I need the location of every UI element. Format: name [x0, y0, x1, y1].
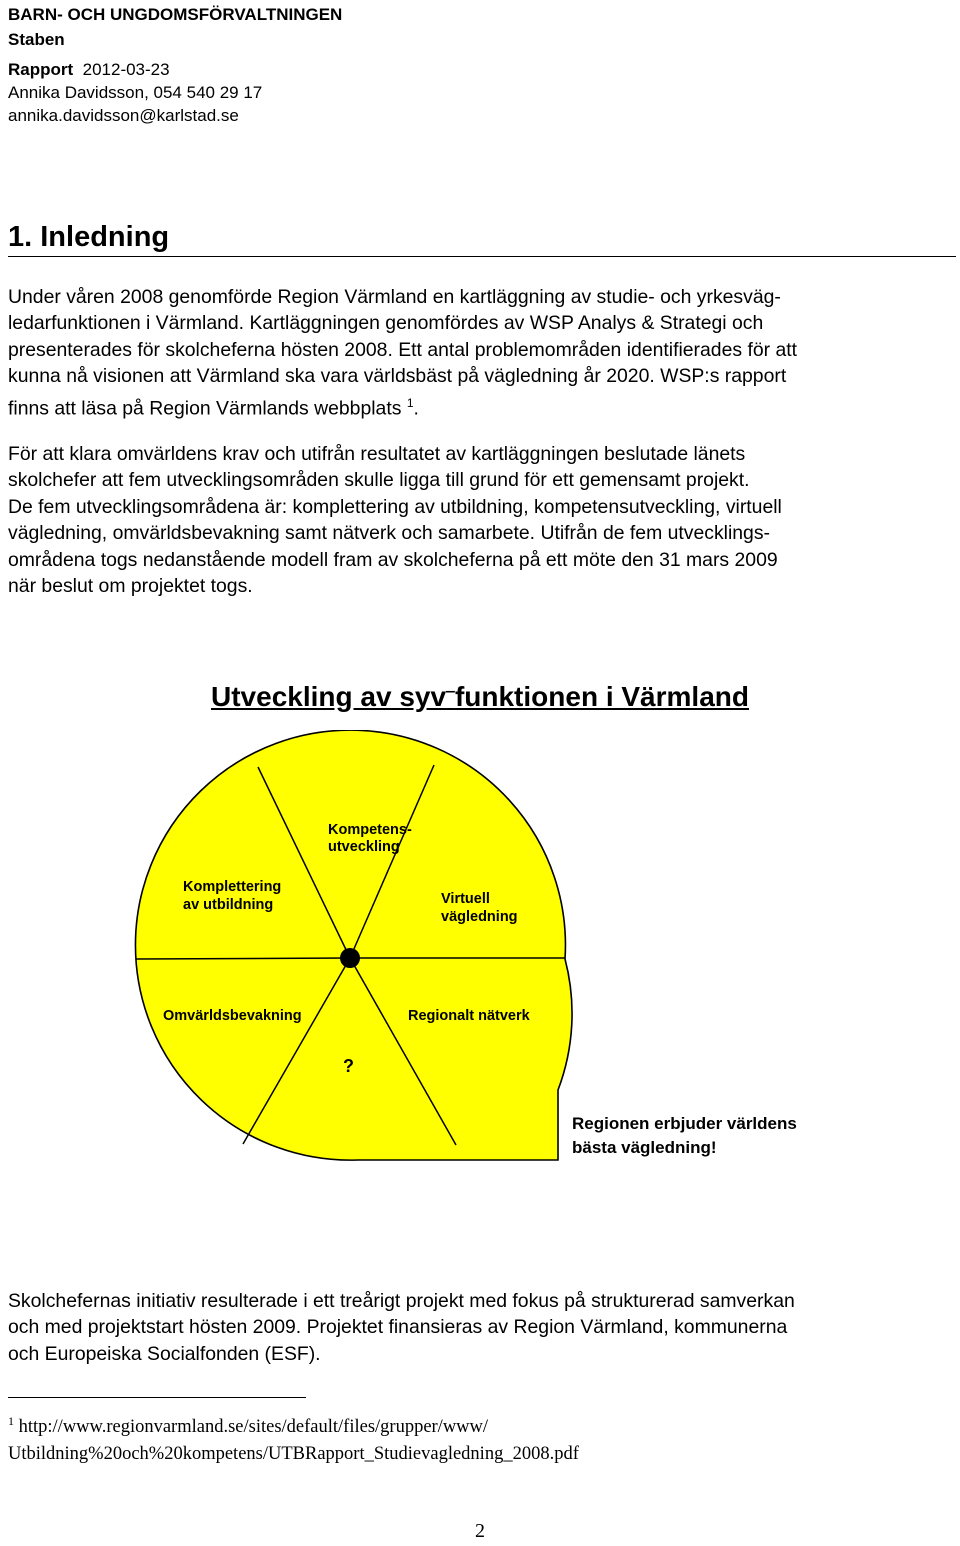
paragraph-line: när beslut om projektet togs.: [8, 575, 253, 598]
segment-label-virtuell: vägledning: [441, 909, 518, 925]
paragraph-line: De fem utvecklingsområdena är: komplettering av utbildning, kompetensutveckling, virtuell: [8, 495, 782, 518]
paragraph-line-text: finns att läsa på Region Värmlands webbplats: [8, 397, 402, 420]
paragraph-line: För att klara omvärldens krav och utifrån resultatet av kartläggningen beslutade länets: [8, 443, 746, 465]
paragraph-line: Under våren 2008 genomförde Region Värmland en kartläggning av studie- och yrkesväg-: [8, 286, 781, 308]
paragraph-line: Skolchefernas initiativ resulterade i ett treårigt projekt med fokus på strukturerad samverkan: [8, 1290, 795, 1312]
sentence-end: .: [413, 397, 419, 420]
segment-label-kompetens: Kompetens-: [328, 822, 412, 838]
footnote-reference[interactable]: 1: [406, 395, 414, 410]
segment-label-unknown: ?: [343, 1056, 354, 1076]
diagram-title: Utveckling av syv‒funktionen i Värmland: [211, 681, 749, 712]
segment-label-omvarld: Omvärldsbevakning: [163, 1008, 302, 1024]
paragraph-line: skolchefer att fem utvecklingsområden skulle ligga till grund för ett gemensamt projekt.: [8, 469, 750, 492]
diagram-title-part2: funktionen i Värmland: [454, 681, 749, 712]
result-line: bästa vägledning!: [572, 1138, 717, 1157]
unit-name: Staben: [8, 30, 65, 49]
footnote-number: 1: [8, 1414, 14, 1428]
paragraph-line: vägledning, omvärldsbevakning samt nätverk och samarbete. Utifrån de fem utvecklings-: [8, 522, 770, 545]
segment-label-kompetens: utveckling: [328, 839, 400, 855]
result-line: Regionen erbjuder världens: [572, 1114, 797, 1133]
center-dot: [340, 948, 360, 968]
syv-wheel-diagram: [0, 730, 960, 1170]
segment-label-virtuell: Virtuell: [441, 891, 490, 907]
footnote-line: [8, 1408, 579, 1441]
report-date: 2012-03-23: [82, 60, 170, 79]
segment-label-komplettering: Komplettering: [183, 879, 282, 895]
result-statement: [572, 1112, 797, 1160]
section-title: Inledning: [40, 221, 170, 253]
paragraph-line: [8, 390, 948, 422]
paragraph-line: områdena togs nedanstående modell fram av skolcheferna på ett möte den 31 mars 2009: [8, 548, 778, 571]
author-email[interactable]: annika.davidsson@karlstad.se: [8, 106, 239, 125]
footnote: [8, 1408, 579, 1468]
paragraph-line: och med projektstart hösten 2009. Projektet finansieras av Region Värmland, kommunerna: [8, 1316, 788, 1339]
intro-paragraph: [8, 284, 948, 422]
segment-label-natverk: Regionalt nätverk: [408, 1008, 530, 1024]
section-number: 1.: [8, 221, 33, 253]
development-areas-paragraph: [8, 441, 948, 599]
paragraph-line: presenterades för skolcheferna hösten 2008. Ett antal problemområden identifierades för att: [8, 338, 798, 361]
footnote-url-part2[interactable]: Utbildning%20och%20kompetens/UTBRapport_Studievagledning_2008.pdf: [8, 1444, 579, 1465]
section-heading: [8, 218, 956, 257]
project-paragraph: [8, 1288, 948, 1367]
paragraph-line: och Europeiska Socialfonden (ESF).: [8, 1342, 321, 1365]
footnote-separator: [8, 1397, 306, 1398]
divider-line: [136, 958, 350, 959]
report-label: Rapport: [8, 60, 74, 79]
organization-name: BARN- OCH UNGDOMSFÖRVALTNINGEN: [8, 5, 343, 24]
page-number: 2: [475, 1520, 485, 1542]
paragraph-line: kunna nå visionen att Värmland ska vara världsbäst på vägledning år 2020. WSP:s rapport: [8, 365, 787, 388]
report-line: [8, 58, 170, 82]
segment-label-komplettering: av utbildning: [183, 897, 274, 913]
author-line: Annika Davidsson, 054 540 29 17: [8, 83, 263, 102]
diagram-title-part1: Utveckling av syv: [211, 681, 447, 712]
footnote-url-part1[interactable]: http://www.regionvarmland.se/sites/default/files/grupper/www/: [18, 1417, 489, 1438]
wheel-shape: [135, 730, 572, 1160]
paragraph-line: ledarfunktionen i Värmland. Kartläggningen genomfördes av WSP Analys & Strategi och: [8, 312, 764, 335]
